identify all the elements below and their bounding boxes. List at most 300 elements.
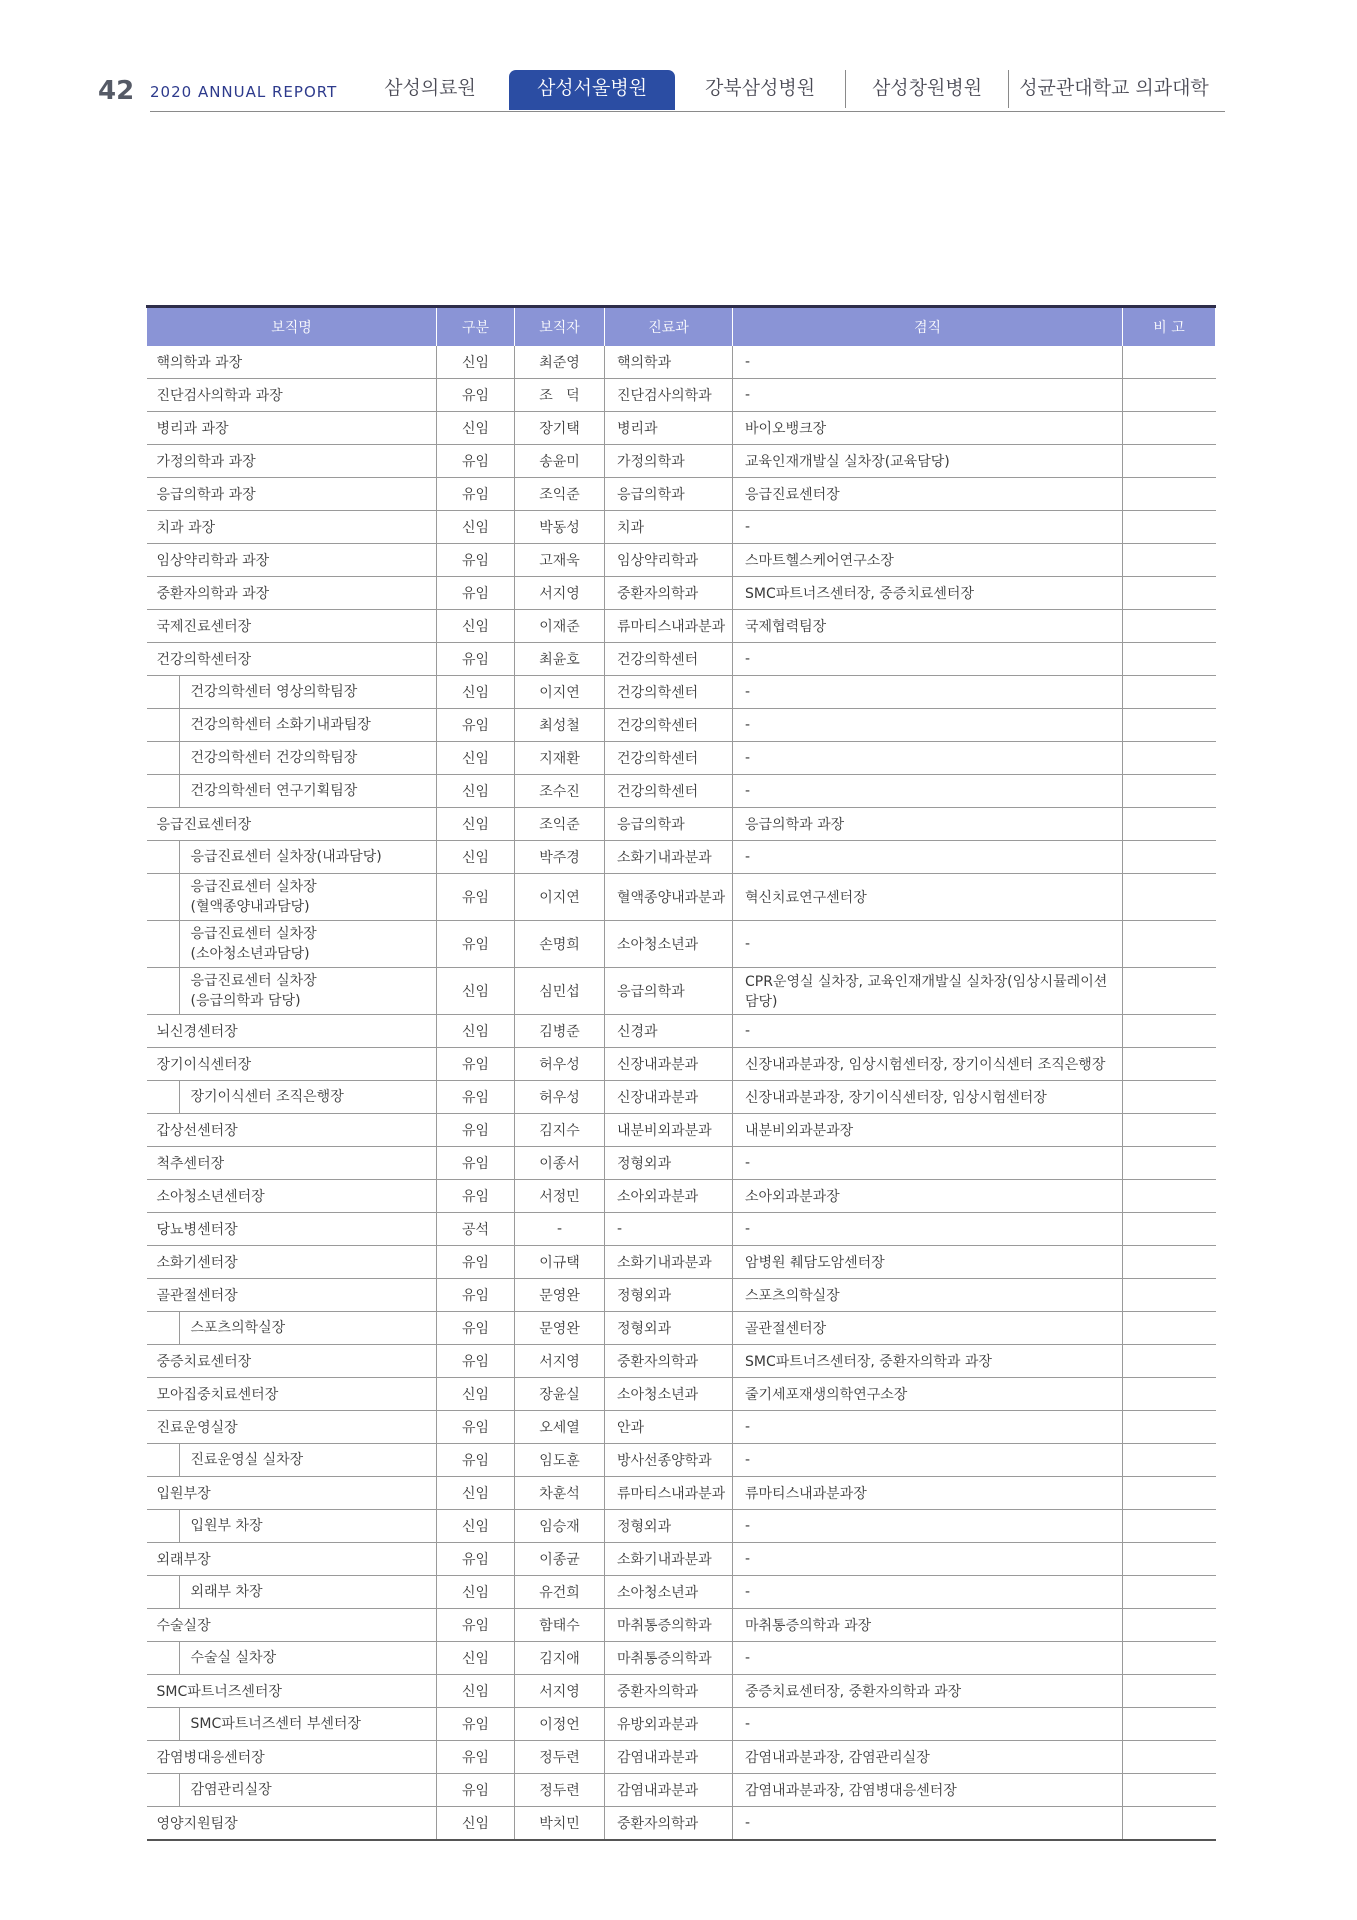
cell-appointee: 송윤미 — [515, 445, 605, 478]
cell-appointee: 서정민 — [515, 1180, 605, 1213]
cell-type: 유임 — [437, 643, 515, 676]
tab-samsung-seoul-hospital[interactable]: 삼성서울병원 — [509, 70, 675, 110]
cell-department: 소화기내과분과 — [605, 1246, 733, 1279]
column-header-department: 진료과 — [605, 307, 733, 347]
cell-type: 유임 — [437, 544, 515, 577]
cell-department: 마취통증의학과 — [605, 1609, 733, 1642]
cell-note — [1123, 1114, 1216, 1147]
position-label: 응급진료센터 실차장 (혈액종양내과담당) — [190, 879, 317, 915]
cell-position: 척추센터장 — [147, 1147, 437, 1180]
table-row — [147, 1147, 1216, 1180]
table-row — [147, 1081, 1216, 1114]
position-label: 응급진료센터 실차장(내과담당) — [190, 849, 382, 865]
cell-concurrent: - — [733, 1411, 1123, 1444]
table-row — [147, 1048, 1216, 1081]
cell-appointee: 이종서 — [515, 1147, 605, 1180]
cell-appointee: 최준영 — [515, 346, 605, 379]
table-row — [147, 445, 1216, 478]
cell-type: 공석 — [437, 1213, 515, 1246]
tab-samsung-medical-center[interactable]: 삼성의료원 — [384, 77, 476, 99]
cell-appointee: 최윤호 — [515, 643, 605, 676]
cell-department: 소아청소년과 — [605, 1576, 733, 1609]
cell-department: 감염내과분과 — [605, 1741, 733, 1774]
column-header-note: 비 고 — [1123, 307, 1216, 347]
cell-position — [147, 775, 437, 808]
report-title: 2020 ANNUAL REPORT — [150, 83, 338, 101]
cell-type: 유임 — [437, 1411, 515, 1444]
cell-appointee: 장윤실 — [515, 1378, 605, 1411]
table-row — [147, 1279, 1216, 1312]
cell-type: 신임 — [437, 610, 515, 643]
table-header-row — [147, 307, 1216, 347]
cell-position: 영양지원팀장 — [147, 1807, 437, 1841]
cell-department: 진단검사의학과 — [605, 379, 733, 412]
cell-department: 정형외과 — [605, 1279, 733, 1312]
tab-kangbuk-samsung-hospital[interactable]: 강북삼성병원 — [704, 77, 816, 99]
column-header-position: 보직명 — [147, 307, 437, 347]
cell-appointee: 김지애 — [515, 1642, 605, 1675]
cell-department: 임상약리학과 — [605, 544, 733, 577]
page-number: 42 — [98, 76, 135, 106]
table-row — [147, 1807, 1216, 1841]
table-row — [147, 1213, 1216, 1246]
cell-concurrent: 스마트헬스케어연구소장 — [733, 544, 1123, 577]
position-label: 수술실 실차장 — [190, 1650, 277, 1666]
cell-department: 중환자의학과 — [605, 577, 733, 610]
cell-position — [147, 921, 437, 968]
table-row — [147, 841, 1216, 874]
cell-note — [1123, 1246, 1216, 1279]
cell-concurrent: 중증치료센터장, 중환자의학과 과장 — [733, 1675, 1123, 1708]
cell-position: 병리과 과장 — [147, 412, 437, 445]
cell-note — [1123, 1180, 1216, 1213]
cell-note — [1123, 1345, 1216, 1378]
hospital-nav — [351, 70, 1219, 112]
cell-concurrent: - — [733, 1642, 1123, 1675]
cell-position: 모아집중치료센터장 — [147, 1378, 437, 1411]
cell-department: 건강의학센터 — [605, 742, 733, 775]
cell-note — [1123, 1213, 1216, 1246]
cell-position: 뇌신경센터장 — [147, 1015, 437, 1048]
cell-note — [1123, 1510, 1216, 1543]
cell-type: 유임 — [437, 1609, 515, 1642]
cell-appointee: 이종균 — [515, 1543, 605, 1576]
cell-position: 당뇨병센터장 — [147, 1213, 437, 1246]
cell-concurrent: - — [733, 841, 1123, 874]
table-row — [147, 412, 1216, 445]
cell-department: 류마티스내과분과 — [605, 1477, 733, 1510]
cell-type: 신임 — [437, 1378, 515, 1411]
cell-note — [1123, 676, 1216, 709]
cell-appointee: 이규택 — [515, 1246, 605, 1279]
cell-appointee: 지재환 — [515, 742, 605, 775]
table-row — [147, 1708, 1216, 1741]
cell-concurrent: - — [733, 379, 1123, 412]
cell-note — [1123, 577, 1216, 610]
cell-department: 소아외과분과 — [605, 1180, 733, 1213]
table-row — [147, 610, 1216, 643]
cell-position — [147, 1312, 437, 1345]
cell-type: 신임 — [437, 1675, 515, 1708]
cell-position: 중환자의학과 과장 — [147, 577, 437, 610]
cell-appointee: 심민섭 — [515, 968, 605, 1015]
cell-department: 응급의학과 — [605, 478, 733, 511]
cell-note — [1123, 1015, 1216, 1048]
cell-type: 유임 — [437, 1543, 515, 1576]
cell-type: 유임 — [437, 874, 515, 921]
cell-position — [147, 1576, 437, 1609]
cell-appointee: 이지연 — [515, 676, 605, 709]
cell-type: 유임 — [437, 1147, 515, 1180]
cell-type: 신임 — [437, 1807, 515, 1841]
table-row — [147, 1543, 1216, 1576]
table-row — [147, 1312, 1216, 1345]
cell-note — [1123, 1081, 1216, 1114]
table-row — [147, 1180, 1216, 1213]
cell-department: 유방외과분과 — [605, 1708, 733, 1741]
cell-note — [1123, 968, 1216, 1015]
cell-appointee: 조익준 — [515, 808, 605, 841]
appointments-table — [146, 305, 1216, 1841]
cell-position: 장기이식센터장 — [147, 1048, 437, 1081]
table-row — [147, 1246, 1216, 1279]
cell-position: 골관절센터장 — [147, 1279, 437, 1312]
cell-concurrent: - — [733, 1807, 1123, 1841]
cell-department: 마취통증의학과 — [605, 1642, 733, 1675]
table-row — [147, 742, 1216, 775]
cell-appointee: 서지영 — [515, 577, 605, 610]
table-row — [147, 1675, 1216, 1708]
position-label: 진료운영실 실차장 — [190, 1452, 304, 1468]
table-row — [147, 775, 1216, 808]
cell-note — [1123, 1708, 1216, 1741]
cell-type: 유임 — [437, 1741, 515, 1774]
cell-appointee: 차훈석 — [515, 1477, 605, 1510]
cell-concurrent: 감염내과분과장, 감염관리실장 — [733, 1741, 1123, 1774]
cell-concurrent: - — [733, 1708, 1123, 1741]
cell-note — [1123, 643, 1216, 676]
cell-type: 유임 — [437, 1180, 515, 1213]
cell-note — [1123, 1378, 1216, 1411]
position-label: 입원부 차장 — [190, 1518, 263, 1534]
column-header-concurrent: 겸직 — [733, 307, 1123, 347]
cell-position: 진료운영실장 — [147, 1411, 437, 1444]
cell-concurrent: - — [733, 1543, 1123, 1576]
cell-department: 소화기내과분과 — [605, 841, 733, 874]
cell-appointee: 조익준 — [515, 478, 605, 511]
cell-appointee: 장기택 — [515, 412, 605, 445]
position-label: 건강의학센터 영상의학팀장 — [190, 684, 358, 700]
position-label: 건강의학센터 소화기내과팀장 — [190, 717, 371, 733]
cell-type: 신임 — [437, 1576, 515, 1609]
cell-concurrent: - — [733, 1147, 1123, 1180]
cell-concurrent: CPR운영실 실차장, 교육인재개발실 실차장(임상시뮬레이션 담당) — [733, 968, 1123, 1015]
cell-position — [147, 676, 437, 709]
cell-type: 유임 — [437, 577, 515, 610]
cell-position — [147, 968, 437, 1015]
table-row — [147, 511, 1216, 544]
cell-appointee: 박치민 — [515, 1807, 605, 1841]
cell-department: 중환자의학과 — [605, 1345, 733, 1378]
cell-concurrent: - — [733, 511, 1123, 544]
cell-concurrent: - — [733, 742, 1123, 775]
cell-position: 국제진료센터장 — [147, 610, 437, 643]
cell-type: 신임 — [437, 841, 515, 874]
table-row — [147, 544, 1216, 577]
cell-note — [1123, 1048, 1216, 1081]
cell-type: 유임 — [437, 1345, 515, 1378]
table-row — [147, 1378, 1216, 1411]
position-label: 외래부 차장 — [190, 1584, 263, 1600]
table-row — [147, 1609, 1216, 1642]
cell-department: 류마티스내과분과 — [605, 610, 733, 643]
cell-department: 혈액종양내과분과 — [605, 874, 733, 921]
cell-department: 중환자의학과 — [605, 1807, 733, 1841]
position-label: 건강의학센터 건강의학팀장 — [190, 750, 358, 766]
cell-type: 신임 — [437, 1510, 515, 1543]
cell-type: 신임 — [437, 412, 515, 445]
cell-note — [1123, 1774, 1216, 1807]
cell-type: 유임 — [437, 478, 515, 511]
cell-department: 정형외과 — [605, 1510, 733, 1543]
cell-appointee: 조수진 — [515, 775, 605, 808]
cell-type: 유임 — [437, 1246, 515, 1279]
cell-type: 유임 — [437, 709, 515, 742]
cell-note — [1123, 709, 1216, 742]
cell-note — [1123, 775, 1216, 808]
position-label: 장기이식센터 조직은행장 — [190, 1089, 344, 1105]
cell-note — [1123, 1147, 1216, 1180]
cell-type: 신임 — [437, 346, 515, 379]
cell-department: 건강의학센터 — [605, 709, 733, 742]
cell-department: 중환자의학과 — [605, 1675, 733, 1708]
cell-position: 소아청소년센터장 — [147, 1180, 437, 1213]
table-row — [147, 1774, 1216, 1807]
cell-department: 내분비외과분과 — [605, 1114, 733, 1147]
table-body — [147, 346, 1216, 1840]
cell-appointee: 김병준 — [515, 1015, 605, 1048]
cell-position: 진단검사의학과 과장 — [147, 379, 437, 412]
table-row — [147, 1576, 1216, 1609]
cell-department: 병리과 — [605, 412, 733, 445]
cell-note — [1123, 742, 1216, 775]
table-row — [147, 1444, 1216, 1477]
cell-department: 방사선종양학과 — [605, 1444, 733, 1477]
cell-concurrent: - — [733, 1444, 1123, 1477]
cell-concurrent: 응급진료센터장 — [733, 478, 1123, 511]
cell-appointee: 서지영 — [515, 1345, 605, 1378]
table-row — [147, 478, 1216, 511]
cell-appointee: 함태수 — [515, 1609, 605, 1642]
table-row — [147, 1642, 1216, 1675]
cell-concurrent: SMC파트너즈센터장, 중환자의학과 과장 — [733, 1345, 1123, 1378]
cell-department: - — [605, 1213, 733, 1246]
cell-concurrent: 암병원 췌담도암센터장 — [733, 1246, 1123, 1279]
table-row — [147, 379, 1216, 412]
table-row — [147, 346, 1216, 379]
cell-concurrent: 소아외과분과장 — [733, 1180, 1123, 1213]
cell-department: 신경과 — [605, 1015, 733, 1048]
tab-samsung-changwon-hospital[interactable]: 삼성창원병원 — [871, 77, 983, 99]
position-label: 건강의학센터 연구기획팀장 — [190, 783, 358, 799]
table-row — [147, 577, 1216, 610]
cell-note — [1123, 1675, 1216, 1708]
cell-note — [1123, 445, 1216, 478]
cell-appointee: 조 덕 — [515, 379, 605, 412]
table-row — [147, 874, 1216, 921]
cell-department: 핵의학과 — [605, 346, 733, 379]
cell-appointee: 임승재 — [515, 1510, 605, 1543]
cell-concurrent: 혁신치료연구센터장 — [733, 874, 1123, 921]
tab-skku-medical-school[interactable]: 성균관대학교 의과대학 — [1019, 77, 1209, 99]
cell-department: 건강의학센터 — [605, 676, 733, 709]
cell-appointee: 이정언 — [515, 1708, 605, 1741]
cell-type: 유임 — [437, 1081, 515, 1114]
column-header-appointee: 보직자 — [515, 307, 605, 347]
cell-type: 유임 — [437, 921, 515, 968]
position-label: 응급진료센터 실차장 (소아청소년과담당) — [190, 926, 317, 962]
cell-note — [1123, 412, 1216, 445]
cell-note — [1123, 1576, 1216, 1609]
cell-position: 감염병대응센터장 — [147, 1741, 437, 1774]
cell-note — [1123, 841, 1216, 874]
cell-note — [1123, 921, 1216, 968]
table-row — [147, 709, 1216, 742]
cell-appointee: 유건희 — [515, 1576, 605, 1609]
cell-concurrent: 바이오뱅크장 — [733, 412, 1123, 445]
table-row — [147, 921, 1216, 968]
cell-position — [147, 1708, 437, 1741]
table-row — [147, 968, 1216, 1015]
cell-concurrent: 감염내과분과장, 감염병대응센터장 — [733, 1774, 1123, 1807]
cell-concurrent: SMC파트너즈센터장, 중증치료센터장 — [733, 577, 1123, 610]
cell-concurrent: - — [733, 1213, 1123, 1246]
cell-position — [147, 1642, 437, 1675]
cell-appointee: 정두련 — [515, 1774, 605, 1807]
cell-position: 건강의학센터장 — [147, 643, 437, 676]
cell-concurrent: 응급의학과 과장 — [733, 808, 1123, 841]
cell-position: 중증치료센터장 — [147, 1345, 437, 1378]
cell-department: 정형외과 — [605, 1147, 733, 1180]
cell-department: 건강의학센터 — [605, 775, 733, 808]
cell-note — [1123, 544, 1216, 577]
cell-department: 신장내과분과 — [605, 1081, 733, 1114]
cell-concurrent: - — [733, 921, 1123, 968]
cell-concurrent: - — [733, 643, 1123, 676]
position-label: SMC파트너즈센터 부센터장 — [190, 1716, 361, 1732]
cell-note — [1123, 1609, 1216, 1642]
cell-appointee: 문영완 — [515, 1279, 605, 1312]
cell-appointee: 허우성 — [515, 1081, 605, 1114]
position-label: 감염관리실장 — [190, 1782, 272, 1798]
table-row — [147, 643, 1216, 676]
cell-appointee: 허우성 — [515, 1048, 605, 1081]
cell-concurrent: 골관절센터장 — [733, 1312, 1123, 1345]
cell-type: 신임 — [437, 968, 515, 1015]
cell-department: 소아청소년과 — [605, 921, 733, 968]
cell-appointee: 오세열 — [515, 1411, 605, 1444]
table-row — [147, 1345, 1216, 1378]
cell-appointee: 박동성 — [515, 511, 605, 544]
table-row — [147, 1510, 1216, 1543]
cell-department: 안과 — [605, 1411, 733, 1444]
cell-position: 응급진료센터장 — [147, 808, 437, 841]
cell-concurrent: - — [733, 676, 1123, 709]
cell-department: 소아청소년과 — [605, 1378, 733, 1411]
cell-department: 응급의학과 — [605, 808, 733, 841]
cell-concurrent: - — [733, 1510, 1123, 1543]
cell-concurrent: 내분비외과분과장 — [733, 1114, 1123, 1147]
table-row — [147, 1411, 1216, 1444]
cell-type: 유임 — [437, 1114, 515, 1147]
cell-concurrent: - — [733, 1576, 1123, 1609]
cell-type: 유임 — [437, 1048, 515, 1081]
cell-position: 입원부장 — [147, 1477, 437, 1510]
table-row — [147, 1741, 1216, 1774]
cell-appointee: 이지연 — [515, 874, 605, 921]
cell-concurrent: 국제협력팀장 — [733, 610, 1123, 643]
cell-department: 감염내과분과 — [605, 1774, 733, 1807]
cell-type: 신임 — [437, 775, 515, 808]
cell-type: 신임 — [437, 1015, 515, 1048]
cell-department: 응급의학과 — [605, 968, 733, 1015]
cell-note — [1123, 1741, 1216, 1774]
cell-type: 신임 — [437, 1477, 515, 1510]
table-row — [147, 808, 1216, 841]
cell-type: 유임 — [437, 1312, 515, 1345]
table-row — [147, 676, 1216, 709]
cell-appointee: 손명희 — [515, 921, 605, 968]
cell-position: 갑상선센터장 — [147, 1114, 437, 1147]
cell-note — [1123, 1411, 1216, 1444]
cell-type: 신임 — [437, 742, 515, 775]
cell-position: 치과 과장 — [147, 511, 437, 544]
cell-concurrent: - — [733, 346, 1123, 379]
appointments-table-wrap — [146, 305, 1215, 1841]
cell-note — [1123, 346, 1216, 379]
cell-concurrent: 마취통증의학과 과장 — [733, 1609, 1123, 1642]
cell-note — [1123, 1807, 1216, 1841]
column-header-type: 구분 — [437, 307, 515, 347]
cell-note — [1123, 478, 1216, 511]
cell-position: 수술실장 — [147, 1609, 437, 1642]
cell-note — [1123, 874, 1216, 921]
cell-note — [1123, 1543, 1216, 1576]
cell-position — [147, 841, 437, 874]
position-label: 스포츠의학실장 — [190, 1320, 286, 1336]
cell-note — [1123, 1444, 1216, 1477]
cell-concurrent: 신장내과분과장, 장기이식센터장, 임상시험센터장 — [733, 1081, 1123, 1114]
cell-department: 가정의학과 — [605, 445, 733, 478]
cell-concurrent: - — [733, 1015, 1123, 1048]
cell-position: 응급의학과 과장 — [147, 478, 437, 511]
cell-note — [1123, 1279, 1216, 1312]
cell-position: SMC파트너즈센터장 — [147, 1675, 437, 1708]
cell-type: 유임 — [437, 1774, 515, 1807]
cell-position — [147, 742, 437, 775]
cell-appointee: 고재욱 — [515, 544, 605, 577]
cell-type: 신임 — [437, 511, 515, 544]
cell-department: 신장내과분과 — [605, 1048, 733, 1081]
cell-position: 임상약리학과 과장 — [147, 544, 437, 577]
cell-appointee: 정두련 — [515, 1741, 605, 1774]
cell-department: 건강의학센터 — [605, 643, 733, 676]
cell-concurrent: 스포츠의학실장 — [733, 1279, 1123, 1312]
cell-type: 유임 — [437, 1279, 515, 1312]
cell-position — [147, 1081, 437, 1114]
cell-type: 유임 — [437, 1444, 515, 1477]
cell-concurrent: 줄기세포재생의학연구소장 — [733, 1378, 1123, 1411]
